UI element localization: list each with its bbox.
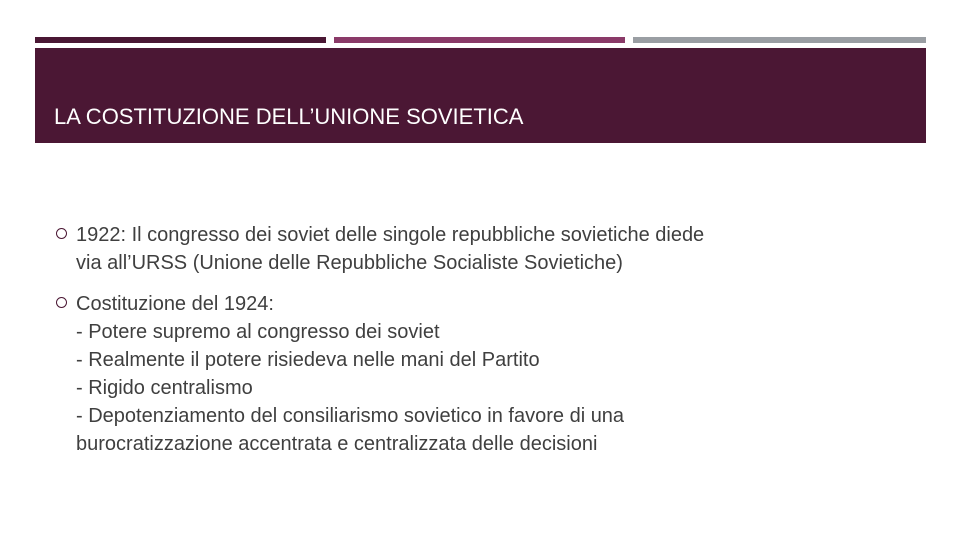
bullet-line: 1922: Il congresso dei soviet delle singole repubbliche sovietiche diede [76,224,705,246]
bullet-line: burocratizzazione accentrata e centralizzata delle decisioni [76,433,598,455]
bullet-line: - Potere supremo al congresso dei soviet [76,321,440,343]
circle-bullet-icon [56,228,67,239]
header-stripe-medium [334,37,625,43]
header-stripe-dark [35,37,326,43]
slide-title: LA COSTITUZIONE DELL’UNIONE SOVIETICA [54,104,524,129]
bullet-item [56,290,906,458]
bullet-item [56,221,906,277]
circle-bullet-icon [56,297,67,308]
bullet-line: - Rigido centralismo [76,377,253,399]
bullet-list [56,221,906,458]
title-band [35,48,926,143]
header-stripe-gray [633,37,926,43]
bullet-line: - Depotenziamento del consiliarismo sovietico in favore di una [76,405,625,427]
bullet-line: Costituzione del 1924: [76,293,274,315]
bullet-line: via all’URSS (Unione delle Repubbliche Socialiste Sovietiche) [76,252,623,274]
bullet-line: - Realmente il potere risiedeva nelle mani del Partito [76,349,540,371]
